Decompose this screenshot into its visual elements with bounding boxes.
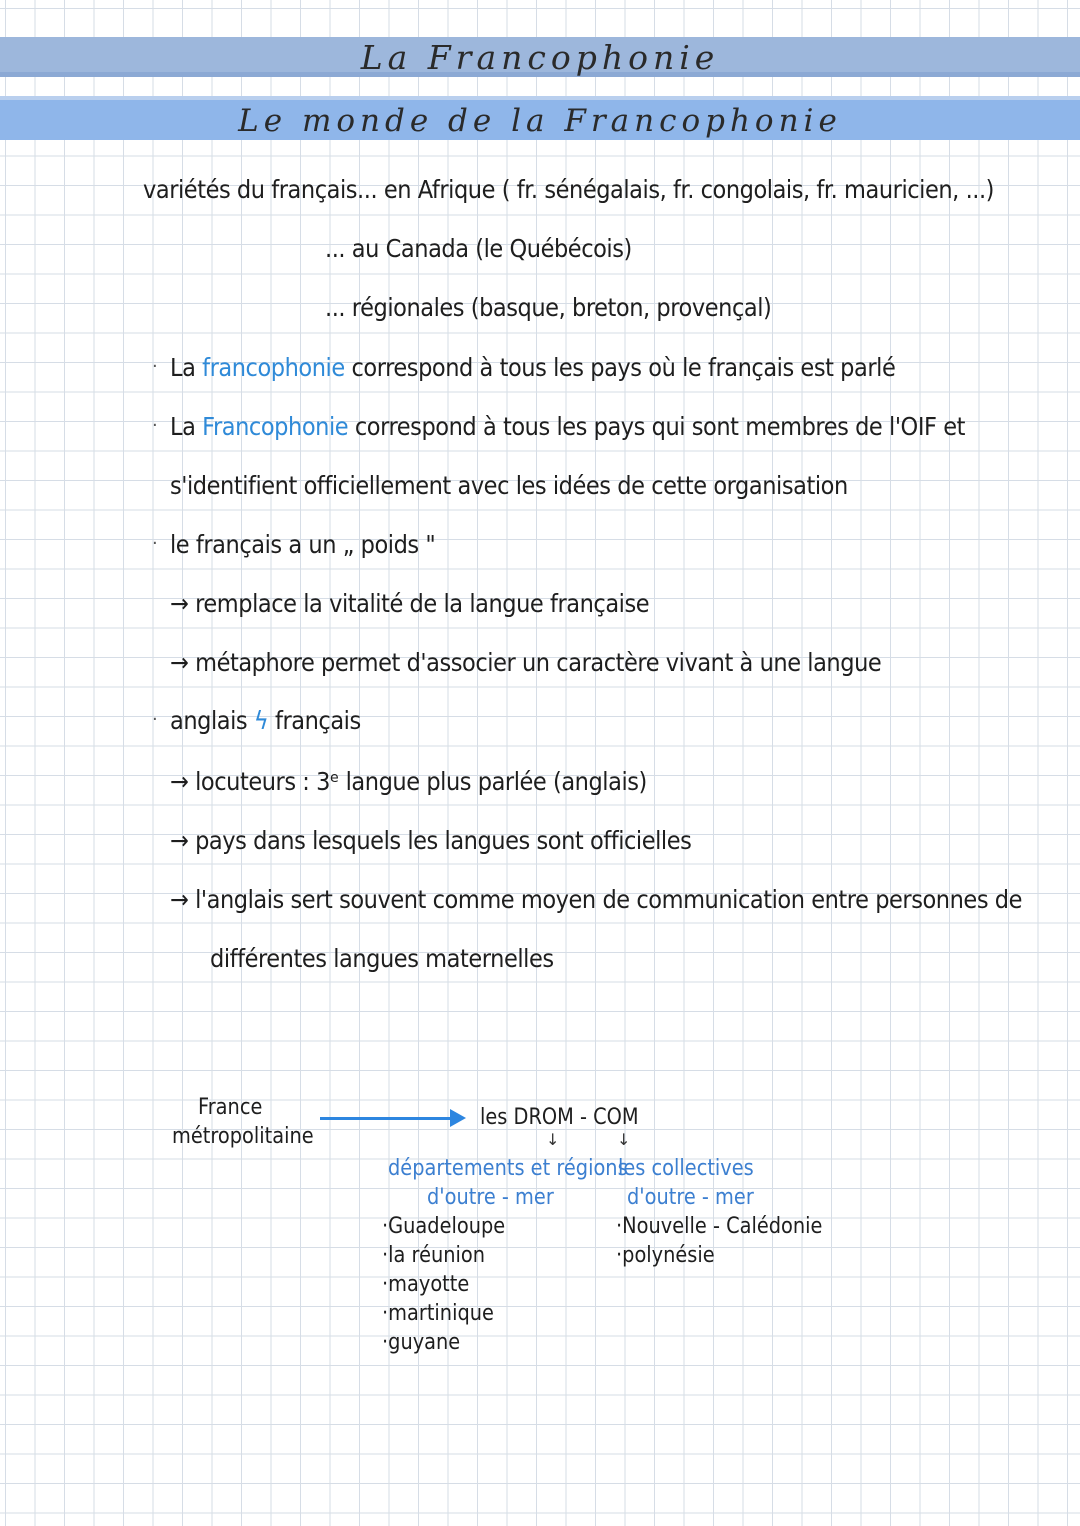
down-arrow-icon: ↓	[546, 1130, 560, 1149]
definition-Francophonie-cont: s'identifient officiellement avec les idées de cette organisation	[170, 471, 848, 500]
def1-prefix: La	[170, 353, 203, 382]
definition-francophonie	[170, 353, 895, 383]
note-anglais-3: → l'anglais sert souvent comme moyen de communication entre personnes de	[170, 885, 1023, 914]
note-canada: ... au Canada (le Québécois)	[325, 234, 632, 263]
drom-item: ·mayotte	[382, 1272, 470, 1297]
anglais-label: anglais	[170, 706, 254, 735]
drom-item: ·martinique	[382, 1301, 494, 1326]
diagram-source-line2: métropolitaine	[172, 1124, 314, 1149]
diagram-target: les DROM - COM	[480, 1105, 639, 1130]
bullet-dot: ·	[152, 533, 158, 554]
diagram-source-line1: France	[198, 1095, 263, 1120]
term-francophonie: francophonie	[202, 353, 345, 382]
note-varietes: variétés du français... en Afrique ( fr. sénégalais, fr. congolais, fr. mauricien, ...)	[143, 175, 995, 204]
francais-label: français	[268, 706, 361, 735]
lightning-icon: ϟ	[253, 706, 269, 735]
page-title: La Francophonie	[360, 38, 720, 77]
bullet-dot: ·	[152, 709, 158, 730]
term-Francophonie: Francophonie	[202, 412, 349, 441]
drom-item: ·guyane	[382, 1330, 461, 1355]
note-poids-2: → métaphore permet d'associer un caractère vivant à une langue	[170, 648, 882, 677]
def1-text: correspond à tous les pays où le français est parlé	[344, 353, 896, 382]
note-poids: le français a un „ poids "	[170, 530, 436, 559]
drom-heading-1: départements et régions	[388, 1156, 628, 1181]
drom-heading-2: d'outre - mer	[427, 1185, 554, 1210]
arrow-right-icon	[320, 1117, 460, 1120]
note-anglais-1: → locuteurs : 3ᵉ langue plus parlée (anglais)	[170, 767, 647, 796]
bullet-dot: ·	[152, 415, 158, 436]
down-arrow-icon: ↓	[617, 1130, 631, 1149]
note-anglais	[170, 706, 361, 736]
note-poids-1: → remplace la vitalité de la langue française	[170, 589, 650, 618]
arrow-head-icon	[450, 1109, 466, 1127]
com-heading-1: les collectives	[618, 1156, 754, 1181]
com-item: ·polynésie	[616, 1243, 715, 1268]
drom-item: ·la réunion	[382, 1243, 486, 1268]
note-anglais-2: → pays dans lesquels les langues sont officielles	[170, 826, 692, 855]
bullet-dot: ·	[152, 356, 158, 377]
page-subtitle: Le monde de la Francophonie	[238, 103, 842, 139]
def2-text: correspond à tous les pays qui sont membres de l'OIF et	[348, 412, 965, 441]
definition-Francophonie	[170, 412, 965, 442]
note-regionales: ... régionales (basque, breton, provençal)	[325, 293, 772, 322]
com-item: ·Nouvelle - Calédonie	[616, 1214, 823, 1239]
com-heading-2: d'outre - mer	[627, 1185, 754, 1210]
note-anglais-3-cont: différentes langues maternelles	[210, 944, 554, 973]
drom-item: ·Guadeloupe	[382, 1214, 506, 1239]
def2-prefix: La	[170, 412, 203, 441]
